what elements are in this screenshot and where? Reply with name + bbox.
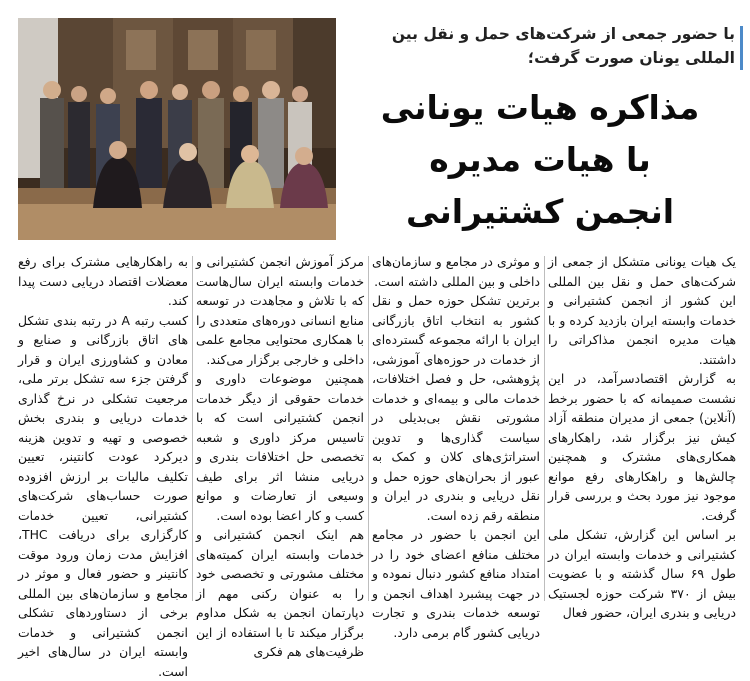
paragraph: هم اینک انجمن کشتیرانی و خدمات وابسته ایران کمیته‌های مختلف مشورتی و تخصصی خود را به عنوان رکنی مهم از دپارتمان انجمن به شکل مداوم برگزار میکند تا با استفاده از این ظرفیت‌های هم فکری: [196, 525, 364, 662]
body-column-3: [196, 252, 364, 607]
column-divider: [192, 256, 193, 601]
paragraph: یک هیات یونانی متشکل از جمعی از شرکت‌های حمل و نقل بین المللی این کشور از انجمن کشتیرانی و خدمات وابسته ایران بازدید کرده و با هیات مدیره انجمن مذاکراتی را داشتند.: [548, 252, 736, 369]
paragraph: برترین تشکل حوزه حمل و نقل کشور به انتخاب اتاق بازرگانی ایران با ارائه مجموعه گسترده‌ای از خدمات در حوزه‌های آموزشی، پژوهشی، حل و فصل اختلافات، خدمات مالی و بیمه‌ای و خدمات مشورتی نقش بی‌بدیلی در سیاست گذاری‌ها و تدوین استراتژی‌های کلان و کمک به عبور از بحران‌های حوزه حمل و نقل دریایی و بندری در ایران و منطقه رقم زده است.: [372, 291, 540, 525]
paragraph: کسب رتبه A در رتبه بندی تشکل های اتاق بازرگانی و صنایع و معادن و کشاورزی ایران و قرار گرفتن جزء سه تشکل برتر ملی، مرجعیت تشکلی در نرخ گذاری خدمات دریایی و بندری بخش خصوصی و تهیه و تدوین هزینه دیرکرد عودت کانتینر، تعیین تکلیف مالیات بر ارزش افزوده صورت حساب‌های شرکت‌های کشتیرانی، تعیین خدمات کارگزاری برای دریافت THC، افزایش مدت زمان ورود موقت کانتینر و حضور فعال و موثر در مجامع و سازمان‌های بین المللی برخی از دستاوردهای تشکلی انجمن کشتیرانی و خدمات وابسته ایران در سال‌های اخیر است.: [18, 311, 188, 681]
paragraph: به گزارش اقتصادسرآمد، در این نشست صمیمانه که با حضور برخط (آنلاین) جمعی از مدیران منطقه آزاد کیش نیز برگزار شد، راهکارهای همکاری‌های مشترک و همچنین چالش‌ها و راهکارهای رفع موانع موجود نیز مورد بحث و بررسی قرار گرفت.: [548, 369, 736, 525]
paragraph: و موثری در مجامع و سازمان‌های داخلی و بین المللی داشته است.: [372, 252, 540, 291]
paragraph: همچنین موضوعات داوری و خدمات حقوقی از دیگر خدمات انجمن کشتیرانی است که با تاسیس مرکز داوری و شعبه تخصصی حل اختلافات بندری و دریایی منشا اثر برای طیف وسیعی از تعارضات و موانع کسب و کار اعضا بوده است.: [196, 369, 364, 525]
column-divider: [544, 256, 545, 601]
body-column-1: [548, 252, 736, 607]
body-column-2: [372, 252, 540, 607]
group-photo-illustration: [18, 18, 336, 240]
column-divider: [368, 256, 369, 601]
headline-line: با هیات مدیره: [345, 134, 735, 186]
article-deck: [345, 22, 735, 70]
body-column-4: [18, 252, 188, 607]
headline-line: مذاکره هیات یونانی: [345, 82, 735, 134]
headline-line: انجمن کشتیرانی: [345, 186, 735, 238]
group-photo: [18, 18, 336, 240]
paragraph: بر اساس این گزارش، تشکل ملی کشتیرانی و خدمات وابسته ایران در طول ۶۹ سال گذشته و با عضویت بیش از ۳۷۰ شرکت حوزه لجستیک دریایی و بندری ایران، حضور فعال: [548, 525, 736, 623]
deck-accent-bar: [740, 26, 743, 70]
paragraph: مرکز آموزش انجمن کشتیرانی و خدمات وابسته ایران سال‌هاست که با تلاش و مجاهدت در توسعه منابع انسانی دوره‌های متعددی را با همکاری محتوایی مجامع علمی داخلی و خارجی برگزار می‌کند.: [196, 252, 364, 369]
paragraph: این انجمن با حضور در مجامع مختلف منافع اعضای خود را در امتداد منافع کشور دنبال نموده و در جهت پیشبرد اهداف انجمن و توسعه خدمات بندری و تجارت دریایی کشور گام برمی دارد.: [372, 525, 540, 642]
article-headline: [345, 82, 735, 238]
deck-text: با حضور جمعی از شرکت‌های حمل و نقل بین المللی یونان صورت گرفت؛: [392, 25, 735, 67]
paragraph: به راهکارهایی مشترک برای رفع معضلات اقتصاد دریایی دست پیدا کند.: [18, 252, 188, 311]
